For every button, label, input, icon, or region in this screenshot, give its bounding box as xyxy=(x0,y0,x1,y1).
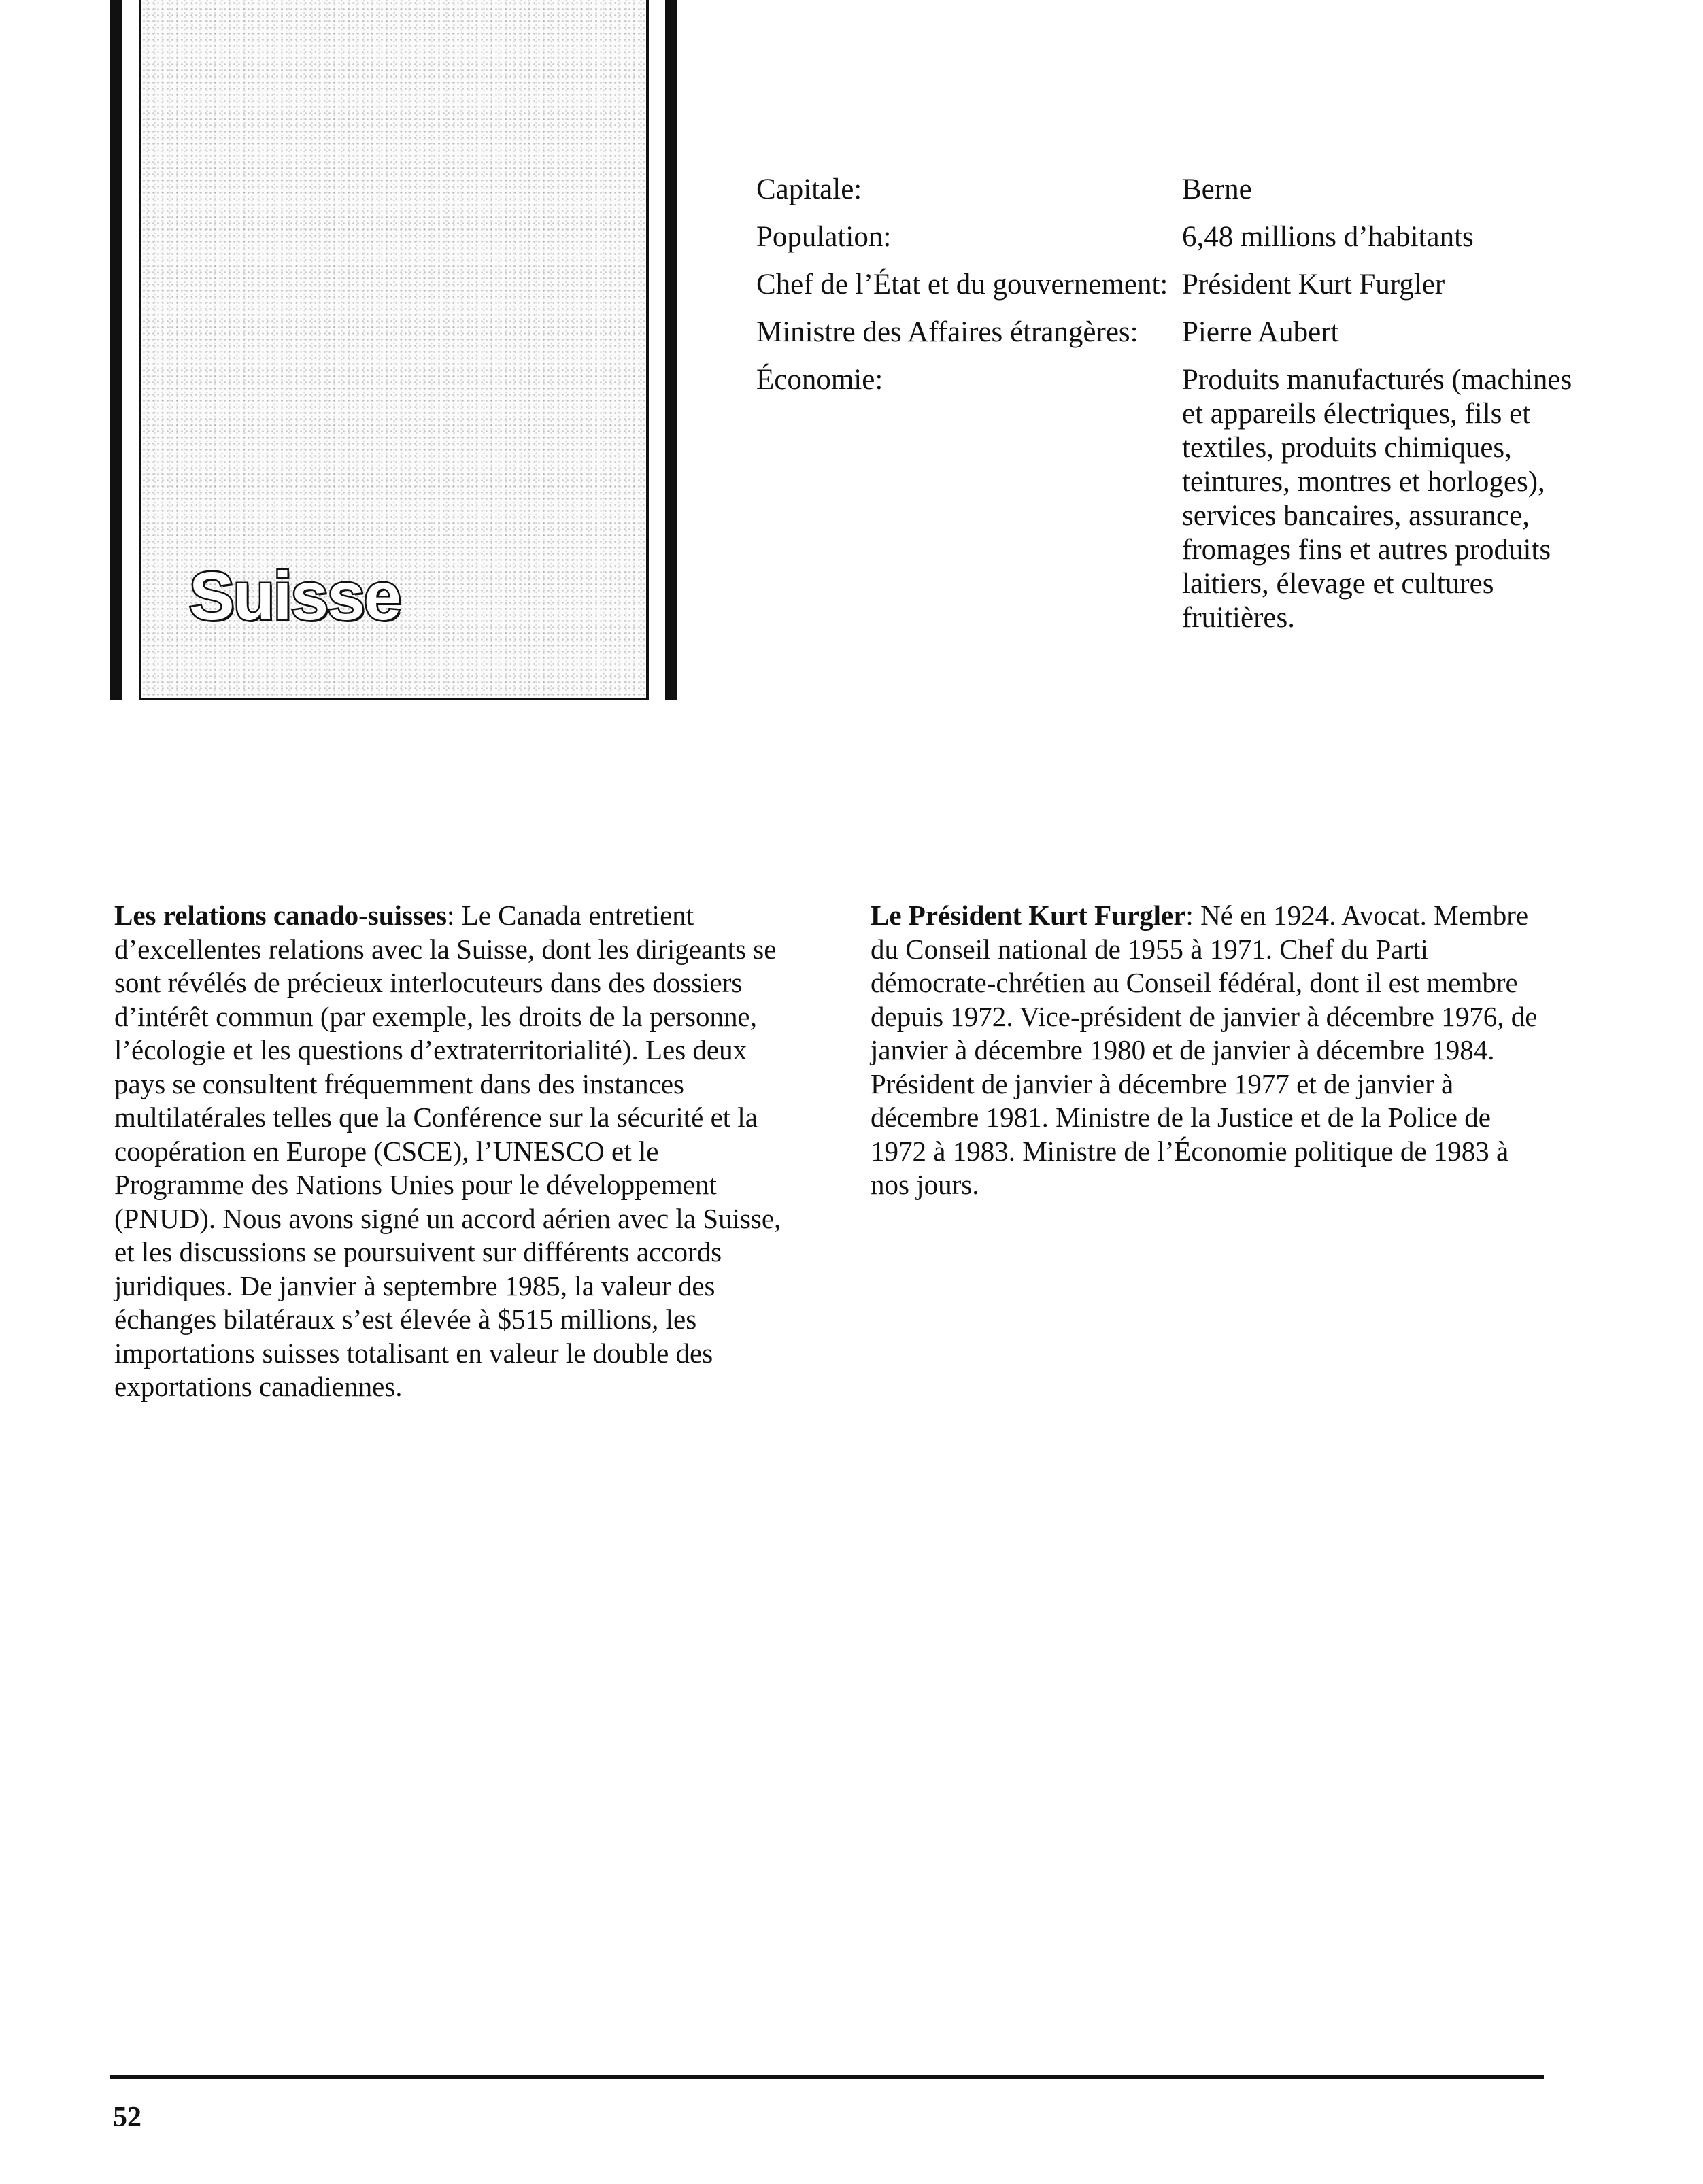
stippled-panel xyxy=(139,0,649,700)
fact-label: Ministre des Affaires étrangères: xyxy=(756,316,1139,348)
relations-column xyxy=(114,899,794,1404)
president-heading: Le Président Kurt Furgler xyxy=(871,900,1186,931)
fact-value: Pierre Aubert xyxy=(1182,316,1339,348)
fact-label: Capitale: xyxy=(756,173,862,205)
fact-label: Économie: xyxy=(756,364,883,396)
president-column xyxy=(871,899,1551,1202)
fact-row-capital xyxy=(756,173,1606,207)
country-header-box xyxy=(110,0,677,700)
page-number: 52 xyxy=(113,2102,141,2133)
fact-row-foreign-minister xyxy=(756,315,1606,349)
footer-divider xyxy=(110,2075,1544,2079)
relations-heading: Les relations canado-suisses xyxy=(114,900,448,931)
president-text: : Né en 1924. Avocat. Membre du Conseil national de 1955 à 1971. Chef du Parti démocrate-chrétien au Conseil fédéral, dont il est membre depuis 1972. Vice-président de janvier à décembre 1976, de janvier à décembre 1980 et de janvier à décembre 1984. Président de janvier à décembre 1977 et de janvier à décembre 1981. Ministre de la Justice et de la Police de 1972 à 1983. Ministre de l’Économie politique de 1983 à nos jours. xyxy=(871,900,1538,1200)
relations-text: : Le Canada entretient d’excellentes relations avec la Suisse, dont les dirigeants se sont révélés de précieux interlocuteurs dans des dossiers d’intérêt commun (par exemple, les droits de la personne, l’écologie et les questions d’extraterritorialité). Les deux pays se consultent fréquemment dans des instances multilatérales telles que la Conférence sur la sécurité et la coopération en Europe (CSCE), l’UNESCO et le Programme des Nations Unies pour le développement (PNUD). Nous avons signé un accord aérien avec la Suisse, et les discussions se poursuivent sur différents accords juridiques. De janvier à septembre 1985, la valeur des échanges bilatéraux s’est élevée à $515 millions, les importations suisses totalisant en valeur le double des exportations canadiennes. xyxy=(114,900,781,1402)
fact-row-population xyxy=(756,220,1606,254)
relations-paragraph xyxy=(114,899,794,1404)
fact-label: Population: xyxy=(756,221,892,253)
president-paragraph xyxy=(871,899,1551,1202)
country-title: Suisse xyxy=(189,558,401,634)
fact-row-economy xyxy=(756,363,1606,635)
fact-value: Berne xyxy=(1182,173,1252,205)
fact-label: Chef de l’État et du gouvernement: xyxy=(756,269,1168,301)
fact-value: Président Kurt Furgler xyxy=(1182,269,1445,301)
fact-value: Produits manufacturés (machines et appareils électriques, fils et textiles, produits chimiques, teintures, montres et horloges), services bancaires, assurance, fromages fins et autres produits laitiers, élevage et cultures fruitières. xyxy=(1182,364,1572,634)
fact-row-head-of-state xyxy=(756,268,1606,302)
fact-value: 6,48 millions d’habitants xyxy=(1182,221,1474,253)
fact-sheet xyxy=(756,173,1606,649)
